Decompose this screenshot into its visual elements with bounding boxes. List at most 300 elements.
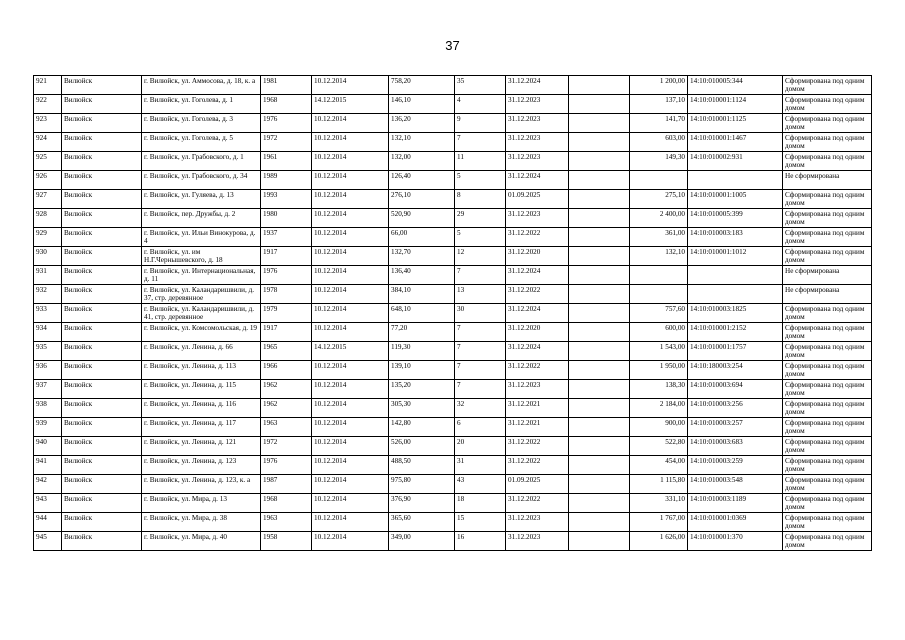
cell-land-status: Сформирована под одним домом: [783, 418, 872, 437]
cell-area: 488,50: [389, 456, 455, 475]
cell-year-built: 1963: [261, 513, 312, 532]
cell-land-status: Сформирована под одним домом: [783, 247, 872, 266]
cell-deadline: 31.12.2020: [506, 323, 569, 342]
cell-row-number: 927: [34, 190, 62, 209]
table-row: [34, 190, 872, 209]
cell-blank: [569, 513, 630, 532]
cell-land-status: Сформирована под одним домом: [783, 76, 872, 95]
cell-residents: 11: [455, 152, 506, 171]
cell-cadastral-number: 14:10:010003:1189: [688, 494, 783, 513]
cell-settlement: Вилюйск: [62, 76, 142, 95]
cell-year-built: 1972: [261, 437, 312, 456]
table-row: [34, 266, 872, 285]
cell-area: 376,90: [389, 494, 455, 513]
cell-residents: 8: [455, 190, 506, 209]
cell-land-area: 1 200,00: [630, 76, 688, 95]
cell-land-status: Сформирована под одним домом: [783, 323, 872, 342]
cell-area: 349,00: [389, 532, 455, 551]
cell-land-area: 361,00: [630, 228, 688, 247]
cell-residents: 7: [455, 323, 506, 342]
housing-register-table: [33, 75, 872, 551]
cell-date: 10.12.2014: [312, 513, 389, 532]
cell-deadline: 31.12.2023: [506, 133, 569, 152]
cell-land-status: Сформирована под одним домом: [783, 494, 872, 513]
cell-row-number: 930: [34, 247, 62, 266]
cell-date: 10.12.2014: [312, 361, 389, 380]
cell-address: г. Вилюйск, ул. Ильи Винокурова, д. 4: [142, 228, 261, 247]
cell-land-status: Сформирована под одним домом: [783, 380, 872, 399]
cell-settlement: Вилюйск: [62, 152, 142, 171]
cell-land-area: 1 626,00: [630, 532, 688, 551]
cell-land-area: 149,30: [630, 152, 688, 171]
page-number: 37: [445, 38, 460, 53]
cell-row-number: 935: [34, 342, 62, 361]
cell-blank: [569, 399, 630, 418]
cell-year-built: 1980: [261, 209, 312, 228]
cell-row-number: 945: [34, 532, 62, 551]
cell-area: 975,80: [389, 475, 455, 494]
cell-land-status: Сформирована под одним домом: [783, 399, 872, 418]
cell-land-status: Не сформирована: [783, 285, 872, 304]
cell-land-area: 757,60: [630, 304, 688, 323]
cell-blank: [569, 285, 630, 304]
cell-cadastral-number: 14:10:010003:683: [688, 437, 783, 456]
table-row: [34, 380, 872, 399]
table-row: [34, 133, 872, 152]
cell-blank: [569, 323, 630, 342]
cell-area: 136,20: [389, 114, 455, 133]
table-row: [34, 152, 872, 171]
cell-land-area: 1 767,00: [630, 513, 688, 532]
cell-address: г. Вилюйск, ул. Ленина, д. 117: [142, 418, 261, 437]
table-row: [34, 437, 872, 456]
cell-settlement: Вилюйск: [62, 475, 142, 494]
cell-blank: [569, 475, 630, 494]
cell-year-built: 1987: [261, 475, 312, 494]
table-row: [34, 399, 872, 418]
table-row: [34, 323, 872, 342]
cell-settlement: Вилюйск: [62, 513, 142, 532]
cell-residents: 35: [455, 76, 506, 95]
cell-residents: 32: [455, 399, 506, 418]
cell-date: 10.12.2014: [312, 323, 389, 342]
cell-deadline: 01.09.2025: [506, 190, 569, 209]
cell-area: 384,10: [389, 285, 455, 304]
cell-address: г. Вилюйск, ул. Грабовского, д. 34: [142, 171, 261, 190]
cell-settlement: Вилюйск: [62, 304, 142, 323]
cell-address: г. Вилюйск, ул. им Н.Г.Чернышевского, д. 18: [142, 247, 261, 266]
cell-year-built: 1962: [261, 399, 312, 418]
cell-address: г. Вилюйск, ул. Интернациональная, д. 11: [142, 266, 261, 285]
cell-cadastral-number: 14:10:010001:1757: [688, 342, 783, 361]
cell-deadline: 31.12.2022: [506, 285, 569, 304]
cell-area: 77,20: [389, 323, 455, 342]
cell-land-area: 522,80: [630, 437, 688, 456]
cell-address: г. Вилюйск, ул. Каландаришвили, д. 37, стр. деревянное: [142, 285, 261, 304]
cell-address: г. Вилюйск, ул. Гуляева, д. 13: [142, 190, 261, 209]
cell-date: 10.12.2014: [312, 171, 389, 190]
cell-land-status: Сформирована под одним домом: [783, 475, 872, 494]
table-row: [34, 171, 872, 190]
cell-residents: 4: [455, 95, 506, 114]
cell-residents: 30: [455, 304, 506, 323]
cell-date: 10.12.2014: [312, 190, 389, 209]
cell-area: 758,20: [389, 76, 455, 95]
cell-date: 10.12.2014: [312, 532, 389, 551]
cell-address: г. Вилюйск, ул. Ленина, д. 116: [142, 399, 261, 418]
cell-blank: [569, 76, 630, 95]
cell-deadline: 31.12.2022: [506, 361, 569, 380]
cell-settlement: Вилюйск: [62, 133, 142, 152]
cell-area: 365,60: [389, 513, 455, 532]
cell-row-number: 942: [34, 475, 62, 494]
cell-address: г. Вилюйск, ул. Ленина, д. 115: [142, 380, 261, 399]
cell-address: г. Вилюйск, ул. Каландаришвили, д. 41, стр. деревянное: [142, 304, 261, 323]
cell-row-number: 944: [34, 513, 62, 532]
cell-year-built: 1979: [261, 304, 312, 323]
cell-row-number: 929: [34, 228, 62, 247]
cell-date: 10.12.2014: [312, 380, 389, 399]
table-row: [34, 114, 872, 133]
cell-area: 276,10: [389, 190, 455, 209]
cell-year-built: 1978: [261, 285, 312, 304]
cell-cadastral-number: 14:10:010003:256: [688, 399, 783, 418]
cell-date: 10.12.2014: [312, 228, 389, 247]
table-row: [34, 532, 872, 551]
cell-settlement: Вилюйск: [62, 437, 142, 456]
cell-row-number: 937: [34, 380, 62, 399]
cell-row-number: 922: [34, 95, 62, 114]
cell-residents: 7: [455, 342, 506, 361]
table-row: [34, 95, 872, 114]
cell-date: 10.12.2014: [312, 399, 389, 418]
cell-land-status: Сформирована под одним домом: [783, 95, 872, 114]
cell-address: г. Вилюйск, ул. Ленина, д. 121: [142, 437, 261, 456]
cell-cadastral-number: 14:10:010005:344: [688, 76, 783, 95]
cell-deadline: 31.12.2024: [506, 304, 569, 323]
table-row: [34, 513, 872, 532]
cell-row-number: 939: [34, 418, 62, 437]
cell-blank: [569, 342, 630, 361]
cell-deadline: 31.12.2023: [506, 152, 569, 171]
table-row: [34, 494, 872, 513]
cell-land-status: Сформирована под одним домом: [783, 361, 872, 380]
cell-deadline: 31.12.2021: [506, 418, 569, 437]
table-row: [34, 76, 872, 95]
table-row: [34, 247, 872, 266]
table-row: [34, 228, 872, 247]
cell-date: 10.12.2014: [312, 114, 389, 133]
cell-blank: [569, 133, 630, 152]
cell-land-status: Не сформирована: [783, 266, 872, 285]
cell-cadastral-number: 14:10:010003:257: [688, 418, 783, 437]
cell-blank: [569, 304, 630, 323]
cell-settlement: Вилюйск: [62, 190, 142, 209]
table-row: [34, 361, 872, 380]
cell-area: 132,10: [389, 133, 455, 152]
cell-land-status: Сформирована под одним домом: [783, 228, 872, 247]
cell-cadastral-number: 14:10:010003:1825: [688, 304, 783, 323]
cell-row-number: 921: [34, 76, 62, 95]
table-row: [34, 418, 872, 437]
cell-land-area: 2 184,00: [630, 399, 688, 418]
cell-date: 10.12.2014: [312, 475, 389, 494]
cell-area: 146,10: [389, 95, 455, 114]
cell-land-area: 141,70: [630, 114, 688, 133]
cell-land-area: 1 950,00: [630, 361, 688, 380]
cell-blank: [569, 247, 630, 266]
cell-address: г. Вилюйск, ул. Мира, д. 38: [142, 513, 261, 532]
cell-residents: 7: [455, 380, 506, 399]
cell-land-status: Сформирована под одним домом: [783, 190, 872, 209]
cell-residents: 15: [455, 513, 506, 532]
cell-land-area: 603,00: [630, 133, 688, 152]
cell-address: г. Вилюйск, ул. Ленина, д. 113: [142, 361, 261, 380]
cell-cadastral-number: 14:10:010003:548: [688, 475, 783, 494]
cell-year-built: 1981: [261, 76, 312, 95]
cell-row-number: 931: [34, 266, 62, 285]
cell-date: 10.12.2014: [312, 418, 389, 437]
cell-land-area: 331,10: [630, 494, 688, 513]
cell-row-number: 938: [34, 399, 62, 418]
cell-settlement: Вилюйск: [62, 532, 142, 551]
cell-blank: [569, 418, 630, 437]
table-row: [34, 209, 872, 228]
cell-deadline: 31.12.2022: [506, 494, 569, 513]
cell-cadastral-number: [688, 285, 783, 304]
cell-cadastral-number: 14:10:010001:1005: [688, 190, 783, 209]
cell-deadline: 31.12.2024: [506, 76, 569, 95]
cell-cadastral-number: 14:10:010001:370: [688, 532, 783, 551]
cell-row-number: 941: [34, 456, 62, 475]
cell-address: г. Вилюйск, ул. Гоголева, д. 1: [142, 95, 261, 114]
cell-blank: [569, 171, 630, 190]
table-row: [34, 304, 872, 323]
cell-date: 10.12.2014: [312, 266, 389, 285]
cell-date: 10.12.2014: [312, 285, 389, 304]
cell-area: 119,30: [389, 342, 455, 361]
cell-land-area: 600,00: [630, 323, 688, 342]
cell-deadline: 31.12.2022: [506, 456, 569, 475]
cell-blank: [569, 266, 630, 285]
cell-row-number: 936: [34, 361, 62, 380]
cell-address: г. Вилюйск, ул. Мира, д. 13: [142, 494, 261, 513]
cell-cadastral-number: 14:10:010001:1125: [688, 114, 783, 133]
cell-land-area: 138,30: [630, 380, 688, 399]
cell-settlement: Вилюйск: [62, 399, 142, 418]
cell-settlement: Вилюйск: [62, 361, 142, 380]
cell-cadastral-number: 14:10:010001:1467: [688, 133, 783, 152]
cell-residents: 13: [455, 285, 506, 304]
cell-settlement: Вилюйск: [62, 456, 142, 475]
cell-land-status: Сформирована под одним домом: [783, 342, 872, 361]
cell-land-area: [630, 266, 688, 285]
cell-blank: [569, 114, 630, 133]
cell-row-number: 940: [34, 437, 62, 456]
cell-row-number: 933: [34, 304, 62, 323]
cell-land-area: [630, 171, 688, 190]
cell-year-built: 1976: [261, 456, 312, 475]
cell-residents: 7: [455, 266, 506, 285]
cell-area: 132,00: [389, 152, 455, 171]
cell-land-area: 900,00: [630, 418, 688, 437]
cell-year-built: 1993: [261, 190, 312, 209]
cell-deadline: 31.12.2023: [506, 114, 569, 133]
cell-date: 10.12.2014: [312, 209, 389, 228]
cell-cadastral-number: 14:10:010003:694: [688, 380, 783, 399]
cell-land-status: Сформирована под одним домом: [783, 532, 872, 551]
cell-blank: [569, 190, 630, 209]
cell-cadastral-number: 14:10:010001:1012: [688, 247, 783, 266]
cell-residents: 12: [455, 247, 506, 266]
cell-year-built: 1972: [261, 133, 312, 152]
cell-area: 66,00: [389, 228, 455, 247]
cell-date: 10.12.2014: [312, 247, 389, 266]
cell-deadline: 31.12.2022: [506, 437, 569, 456]
cell-settlement: Вилюйск: [62, 247, 142, 266]
cell-address: г. Вилюйск, ул. Мира, д. 40: [142, 532, 261, 551]
cell-row-number: 924: [34, 133, 62, 152]
cell-residents: 5: [455, 228, 506, 247]
cell-row-number: 925: [34, 152, 62, 171]
cell-deadline: 31.12.2023: [506, 513, 569, 532]
cell-cadastral-number: 14:10:010001:0369: [688, 513, 783, 532]
cell-year-built: 1965: [261, 342, 312, 361]
cell-land-status: Сформирована под одним домом: [783, 456, 872, 475]
cell-date: 10.12.2014: [312, 456, 389, 475]
cell-date: 10.12.2014: [312, 304, 389, 323]
cell-deadline: 31.12.2024: [506, 171, 569, 190]
cell-residents: 16: [455, 532, 506, 551]
cell-row-number: 928: [34, 209, 62, 228]
cell-land-status: Сформирована под одним домом: [783, 152, 872, 171]
cell-blank: [569, 532, 630, 551]
cell-address: г. Вилюйск, ул. Грабовского, д. 1: [142, 152, 261, 171]
cell-settlement: Вилюйск: [62, 266, 142, 285]
cell-blank: [569, 437, 630, 456]
cell-deadline: 31.12.2023: [506, 209, 569, 228]
cell-land-status: Сформирована под одним домом: [783, 209, 872, 228]
cell-residents: 5: [455, 171, 506, 190]
cell-year-built: 1917: [261, 247, 312, 266]
cell-date: 10.12.2014: [312, 494, 389, 513]
cell-land-area: 1 115,80: [630, 475, 688, 494]
cell-cadastral-number: 14:10:010005:399: [688, 209, 783, 228]
cell-settlement: Вилюйск: [62, 494, 142, 513]
cell-deadline: 31.12.2022: [506, 228, 569, 247]
cell-cadastral-number: [688, 171, 783, 190]
cell-residents: 29: [455, 209, 506, 228]
cell-land-status: Сформирована под одним домом: [783, 437, 872, 456]
cell-area: 139,10: [389, 361, 455, 380]
cell-deadline: 01.09.2025: [506, 475, 569, 494]
cell-deadline: 31.12.2021: [506, 399, 569, 418]
cell-row-number: 943: [34, 494, 62, 513]
cell-land-status: Сформирована под одним домом: [783, 133, 872, 152]
cell-settlement: Вилюйск: [62, 323, 142, 342]
cell-year-built: 1962: [261, 380, 312, 399]
cell-settlement: Вилюйск: [62, 95, 142, 114]
table-row: [34, 456, 872, 475]
cell-settlement: Вилюйск: [62, 418, 142, 437]
cell-settlement: Вилюйск: [62, 342, 142, 361]
cell-deadline: 31.12.2024: [506, 266, 569, 285]
cell-area: 520,90: [389, 209, 455, 228]
cell-cadastral-number: 14:10:010002:931: [688, 152, 783, 171]
cell-blank: [569, 456, 630, 475]
cell-year-built: 1917: [261, 323, 312, 342]
cell-land-area: 275,10: [630, 190, 688, 209]
cell-area: 136,40: [389, 266, 455, 285]
table-row: [34, 475, 872, 494]
cell-residents: 7: [455, 133, 506, 152]
cell-land-area: 132,10: [630, 247, 688, 266]
cell-cadastral-number: [688, 266, 783, 285]
cell-blank: [569, 152, 630, 171]
cell-residents: 7: [455, 361, 506, 380]
cell-land-status: Сформирована под одним домом: [783, 513, 872, 532]
cell-blank: [569, 361, 630, 380]
cell-cadastral-number: 14:10:010003:183: [688, 228, 783, 247]
cell-address: г. Вилюйск, ул. Гоголева, д. 3: [142, 114, 261, 133]
cell-year-built: 1961: [261, 152, 312, 171]
cell-address: г. Вилюйск, ул. Аммосова, д. 18, к. а: [142, 76, 261, 95]
table-row: [34, 285, 872, 304]
cell-deadline: 31.12.2020: [506, 247, 569, 266]
cell-row-number: 923: [34, 114, 62, 133]
cell-address: г. Вилюйск, ул. Комсомольская, д. 19: [142, 323, 261, 342]
cell-settlement: Вилюйск: [62, 380, 142, 399]
cell-cadastral-number: 14:10:010001:1124: [688, 95, 783, 114]
cell-cadastral-number: 14:10:010001:2152: [688, 323, 783, 342]
cell-residents: 31: [455, 456, 506, 475]
cell-row-number: 932: [34, 285, 62, 304]
cell-blank: [569, 494, 630, 513]
cell-year-built: 1963: [261, 418, 312, 437]
cell-date: 14.12.2015: [312, 95, 389, 114]
cell-cadastral-number: 14:10:010003:259: [688, 456, 783, 475]
cell-deadline: 31.12.2023: [506, 532, 569, 551]
cell-area: 132,70: [389, 247, 455, 266]
cell-area: 648,10: [389, 304, 455, 323]
cell-residents: 6: [455, 418, 506, 437]
cell-settlement: Вилюйск: [62, 114, 142, 133]
cell-area: 305,30: [389, 399, 455, 418]
cell-year-built: 1976: [261, 266, 312, 285]
cell-deadline: 31.12.2023: [506, 380, 569, 399]
cell-blank: [569, 228, 630, 247]
cell-address: г. Вилюйск, пер. Дружбы, д. 2: [142, 209, 261, 228]
cell-date: 10.12.2014: [312, 437, 389, 456]
cell-year-built: 1968: [261, 494, 312, 513]
cell-land-area: 2 400,00: [630, 209, 688, 228]
cell-year-built: 1989: [261, 171, 312, 190]
cell-blank: [569, 95, 630, 114]
cell-blank: [569, 209, 630, 228]
cell-settlement: Вилюйск: [62, 209, 142, 228]
cell-year-built: 1958: [261, 532, 312, 551]
table-row: [34, 342, 872, 361]
cell-land-area: 1 543,00: [630, 342, 688, 361]
cell-residents: 18: [455, 494, 506, 513]
cell-date: 10.12.2014: [312, 133, 389, 152]
cell-land-status: Сформирована под одним домом: [783, 114, 872, 133]
cell-deadline: 31.12.2024: [506, 342, 569, 361]
cell-land-status: Не сформирована: [783, 171, 872, 190]
cell-area: 126,40: [389, 171, 455, 190]
cell-address: г. Вилюйск, ул. Ленина, д. 66: [142, 342, 261, 361]
cell-land-area: 454,00: [630, 456, 688, 475]
